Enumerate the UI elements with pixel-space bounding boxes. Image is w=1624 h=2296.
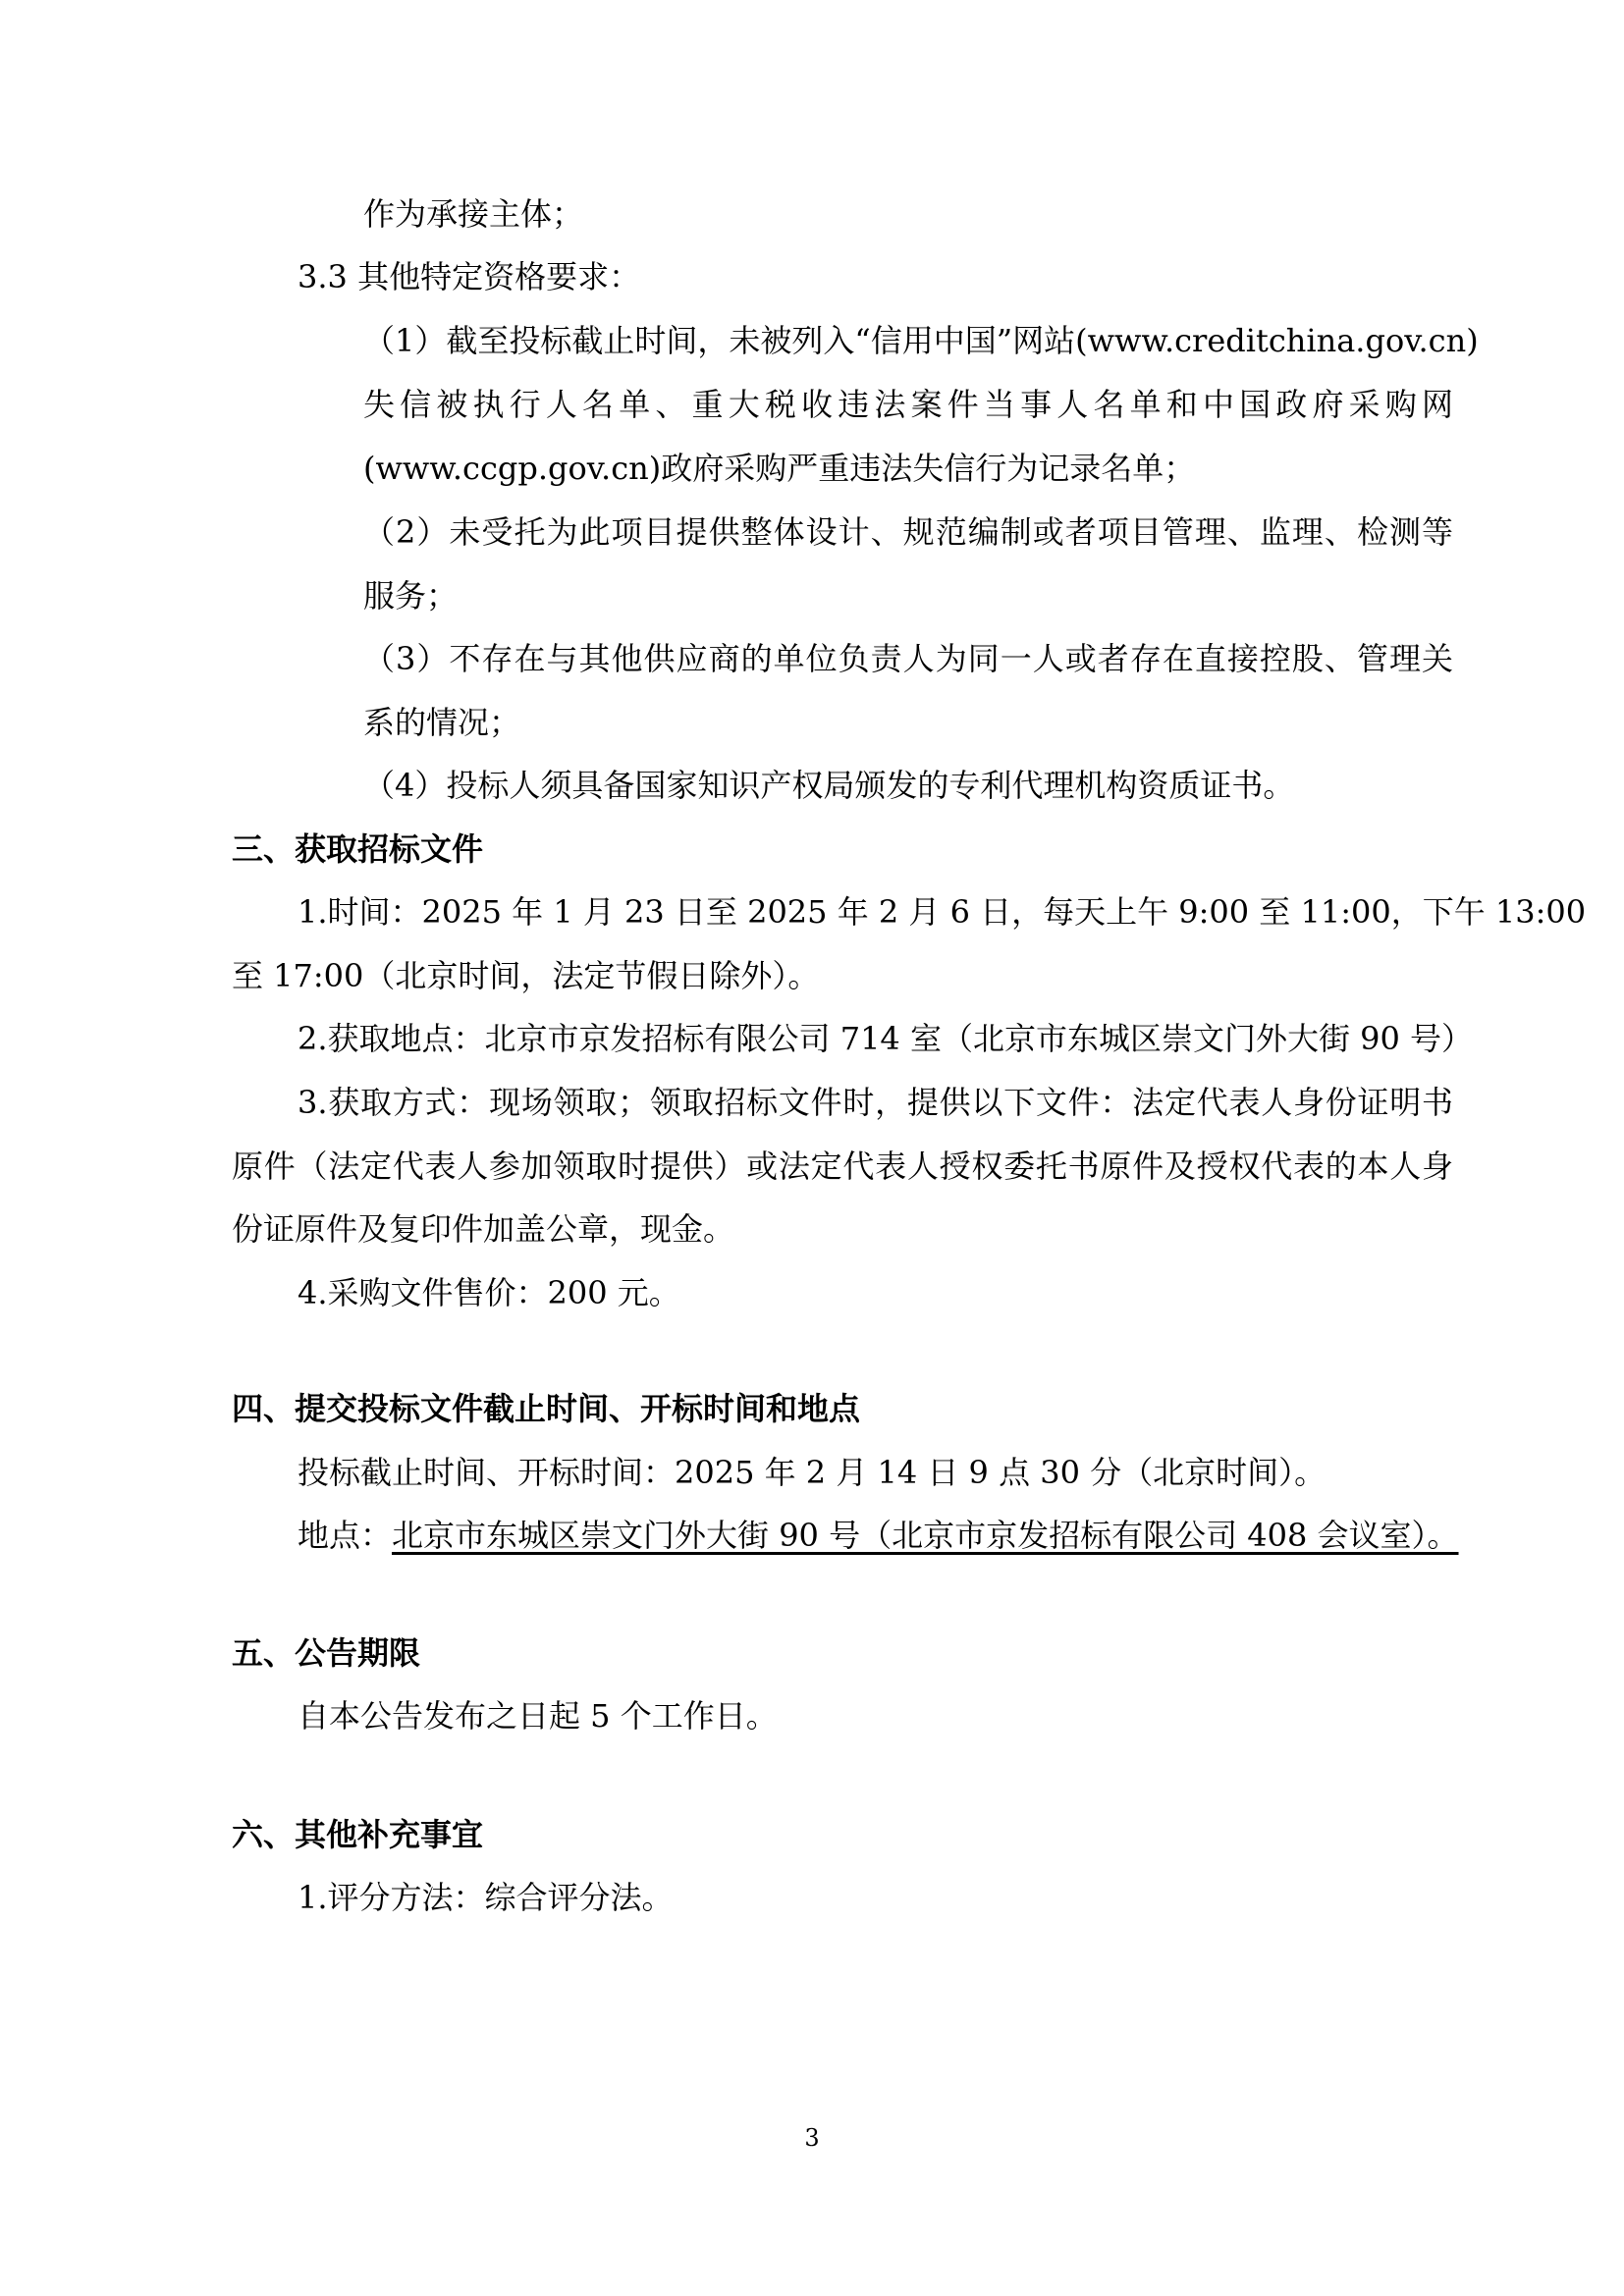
text-line: 3.获取方式：现场领取；领取招标文件时，提供以下文件：法定代表人身份证明书 <box>298 1084 1453 1121</box>
location-value: 北京市东城区崇文门外大街 90 号（北京市京发招标有限公司 408 会议室）。 <box>392 1517 1459 1554</box>
section-heading: 六、其他补充事宜 <box>232 1816 484 1853</box>
text-line: （3）不存在与其他供应商的单位负责人为同一人或者存在直接控股、管理关 <box>363 640 1453 677</box>
text-line: 3.3 其他特定资格要求： <box>298 258 641 295</box>
text-line: （1）截至投标截止时间，未被列入“信用中国”网站(www.creditchina.gov.cn) <box>363 322 1479 359</box>
text-line: （2）未受托为此项目提供整体设计、规范编制或者项目管理、监理、检测等 <box>363 513 1453 551</box>
text-line: （4）投标人须具备国家知识产权局颁发的专利代理机构资质证书。 <box>363 767 1295 804</box>
section-heading: 五、公告期限 <box>232 1634 421 1672</box>
text-line <box>298 1516 1459 1555</box>
section-heading: 三、获取招标文件 <box>232 830 484 868</box>
text-line: 原件（法定代表人参加领取时提供）或法定代表人授权委托书原件及授权代表的本人身 <box>232 1148 1453 1185</box>
text-line: 1.时间：2025 年 1 月 23 日至 2025 年 2 月 6 日，每天上午 9:00 至 11:00，下午 13:00 <box>298 893 1587 931</box>
text-line: 1.评分方法：综合评分法。 <box>298 1879 674 1916</box>
text-line: 份证原件及复印件加盖公章，现金。 <box>232 1210 735 1248</box>
text-line: 投标截止时间、开标时间：2025 年 2 月 14 日 9 点 30 分（北京时间）。 <box>298 1454 1326 1491</box>
text-line: 2.获取地点：北京市京发招标有限公司 714 室（北京市东城区崇文门外大街 90 号） <box>298 1020 1474 1057</box>
text-line: 自本公告发布之日起 5 个工作日。 <box>298 1697 778 1735</box>
text-line: 至 17:00（北京时间，法定节假日除外）。 <box>232 957 820 994</box>
text-line: 作为承接主体； <box>363 195 584 233</box>
text-line: (www.ccgp.gov.cn)政府采购严重违法失信行为记录名单； <box>363 450 1196 487</box>
location-label: 地点： <box>298 1517 393 1554</box>
text-line: 4.采购文件售价：200 元。 <box>298 1274 680 1311</box>
text-line: 系的情况； <box>363 704 521 741</box>
text-line: 服务； <box>363 577 459 614</box>
text-line: 失信被执行人名单、重大税收违法案件当事人名单和中国政府采购网 <box>363 386 1453 423</box>
page-number: 3 <box>804 2124 820 2152</box>
section-heading: 四、提交投标文件截止时间、开标时间和地点 <box>232 1390 861 1427</box>
